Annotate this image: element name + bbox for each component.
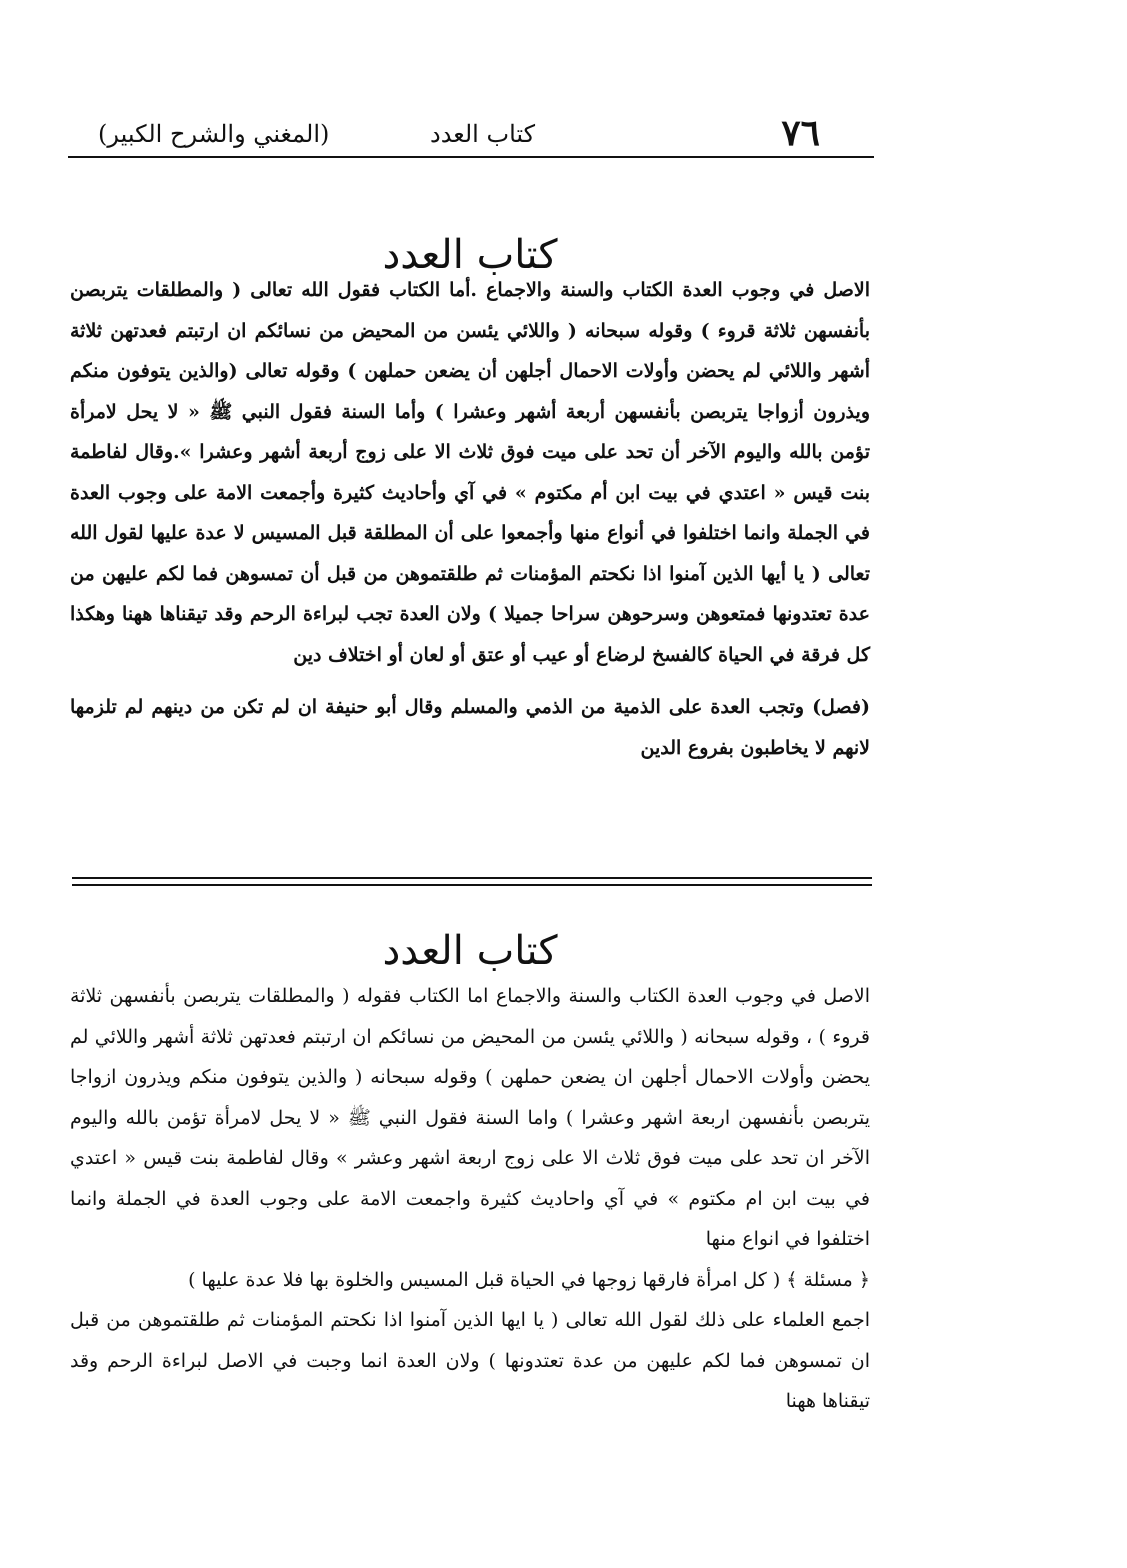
chapter-name: كتاب العدد <box>430 120 536 148</box>
running-header <box>70 112 870 156</box>
mughni-fasl-paragraph: (فصل) وتجب العدة على الذمية من الذمي والمسلم وقال أبو حنيفة ان لم تكن من دينهم لم تلزمها لانهم لا يخاطبون بفروع الدين <box>70 696 870 759</box>
masala-heading: ﴿ مسئلة ﴾ ( كل امرأة فارقها زوجها في الحياة قبل المسيس والخلوة بها فلا عدة عليها ) <box>188 1268 870 1291</box>
header-rule <box>68 156 874 158</box>
page-number: ٧٦ <box>781 112 820 154</box>
sharh-commentary-paragraph: اجمع العلماء على ذلك لقول الله تعالى ( يا ايها الذين آمنوا اذا نكحتم المؤمنات ثم طلقتموهن من قبل ان تمسوهن فما لكم عليهن من عدة تعتدونها ) ولان العدة انما وجبت في الاصل لبراءة الرحم وقد تيقناها ههنا <box>70 1309 870 1412</box>
sharh-paragraph: الاصل في وجوب العدة الكتاب والسنة والاجماع اما الكتاب فقوله ( والمطلقات يتربصن بأنفسهن ثلاثة قروء ) ، وقوله سبحانه ( واللائي يئسن من المحيض من نسائكم ان ارتبتم فعدتهن ثلاثة أشهر واللائي لم يحضن وأولات الاحمال أجلهن ان يضعن حملهن ) وقوله سبحانه ( والذين يتوفون منكم ويذرون ازواجا يتربصن بأنفسهن اربعة اشهر وعشرا ) واما السنة فقول النبي ﷺ « لا يحل لامرأة تؤمن بالله واليوم الآخر ان تحد على ميت فوق ثلاث الا على زوج اربعة اشهر وعشر » وقال لفاطمة بنت قيس « اعتدي في بيت ابن ام مكتوم » في آي واحاديث كثيرة واجمعت الامة على وجوب العدة في الجملة وانما اختلفوا في انواع منها <box>70 985 870 1250</box>
chapter-title-mughni: كتاب العدد <box>382 231 558 278</box>
chapter-title-sharh: كتاب العدد <box>382 927 558 974</box>
book-title: (المغني والشرح الكبير) <box>98 120 330 148</box>
section-separator <box>72 877 872 886</box>
sharh-text-section <box>70 976 870 1422</box>
mughni-text-section <box>70 270 870 768</box>
mughni-paragraph: الاصل في وجوب العدة الكتاب والسنة والاجماع .أما الكتاب فقول الله تعالى ( والمطلقات يتربصن بأنفسهن ثلاثة قروء ) وقوله سبحانه ( واللائي يئسن من المحيض من نسائكم ان ارتبتم فعدتهن ثلاثة أشهر واللائي لم يحضن وأولات الاحمال أجلهن أن يضعن حملهن ) وقوله تعالى (والذين يتوفون منكم ويذرون أزواجا يتربصن بأنفسهن أربعة أشهر وعشرا ) وأما السنة فقول النبي ﷺ « لا يحل لامرأة تؤمن بالله واليوم الآخر أن تحد على ميت فوق ثلاث الا على زوج أربعة أشهر وعشرا ».وقال لفاطمة بنت قيس « اعتدي في بيت ابن أم مكتوم » في آي وأحاديث كثيرة وأجمعت الامة على وجوب العدة في الجملة وانما اختلفوا في أنواع منها وأجمعوا على أن المطلقة قبل المسيس لا عدة عليها لقول الله تعالى ( يا أيها الذين آمنوا اذا نكحتم المؤمنات ثم طلقتموهن من قبل أن تمسوهن فما لكم عليهن من عدة تعتدونها فمتعوهن وسرحوهن سراحا جميلا ) ولان العدة تجب لبراءة الرحم وقد تيقناها ههنا وهكذا كل فرقة في الحياة كالفسخ لرضاع أو عيب أو عتق أو لعان أو اختلاف دين <box>70 279 870 666</box>
